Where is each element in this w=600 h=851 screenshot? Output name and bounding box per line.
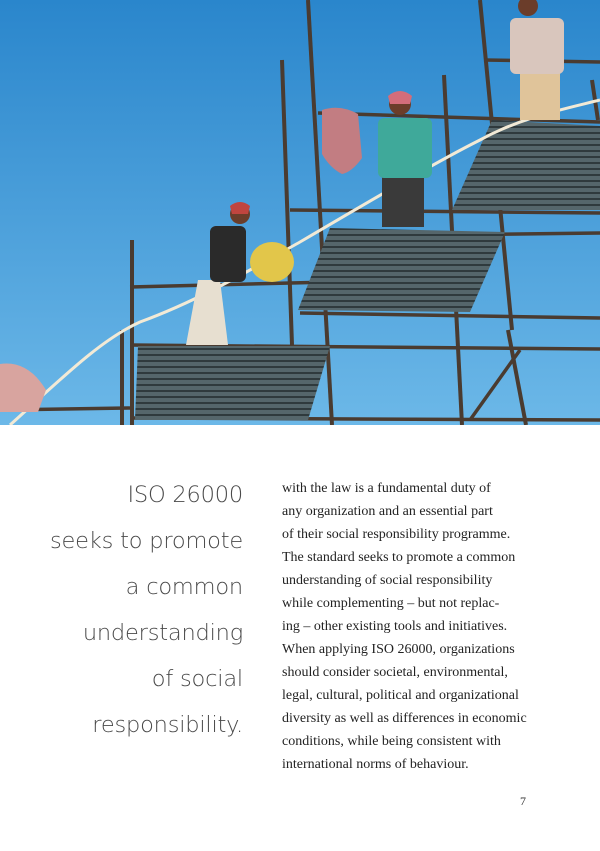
scaffolding-photo: [0, 0, 600, 425]
body-line: The standard seeks to promote a common: [282, 550, 516, 565]
body-line: diversity as well as differences in economic: [282, 711, 527, 726]
body-line: conditions, while being consistent with: [282, 734, 501, 749]
body-line: international norms of behaviour.: [282, 757, 469, 772]
body-line: legal, cultural, political and organizational: [282, 688, 519, 703]
body-line: ing – other existing tools and initiatives.: [282, 619, 508, 634]
pull-quote-line: responsibility.: [92, 712, 243, 738]
pull-quote: [40, 472, 243, 748]
pull-quote-line: seeks to promote: [49, 528, 243, 554]
body-line: When applying ISO 26000, organizations: [282, 642, 515, 657]
pull-quote-line: understanding: [82, 620, 243, 646]
pull-quote-line: ISO 26000: [127, 482, 243, 508]
body-paragraph: [282, 477, 527, 776]
body-line: understanding of social responsibility: [282, 573, 493, 588]
body-line: with the law is a fundamental duty of: [282, 481, 491, 496]
pull-quote-line: a common: [125, 574, 243, 600]
pull-quote-line: of social: [151, 666, 243, 692]
body-line: while complementing – but not replac-: [282, 596, 500, 611]
page-number: 7: [520, 794, 526, 808]
body-line: should consider societal, environmental,: [282, 665, 508, 680]
deck-lower: [135, 346, 330, 420]
deck-middle: [298, 228, 505, 312]
body-line: any organization and an essential part: [282, 504, 493, 519]
body-line: of their social responsibility programme.: [282, 527, 511, 542]
